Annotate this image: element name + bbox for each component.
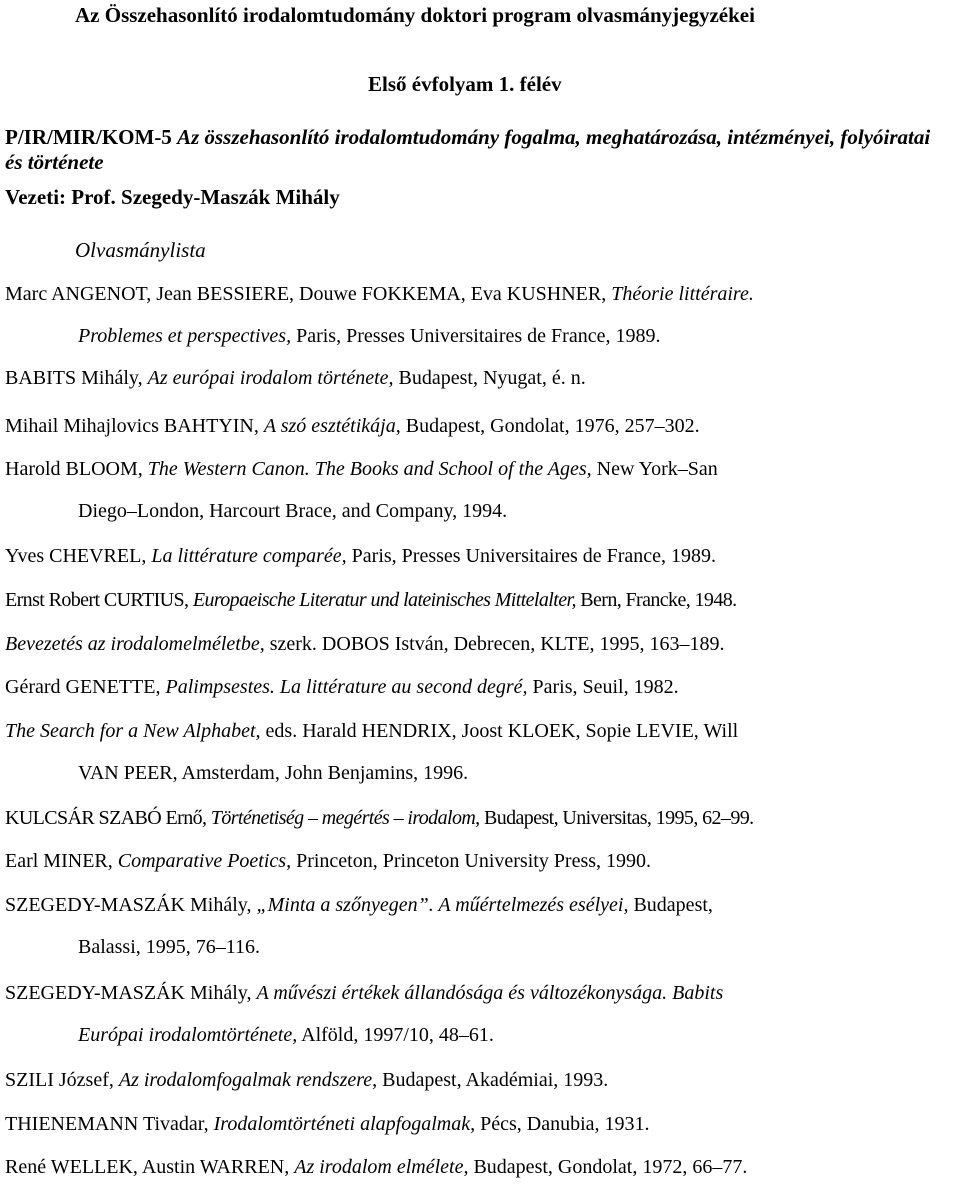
entry-title: Irodalomtörténeti alapfogalmak, — [213, 1113, 476, 1135]
reading-list-entry — [5, 1103, 955, 1145]
entry-publication: Paris, Presses Universitaires de France, 1989. — [346, 545, 717, 567]
entry-authors: SZEGEDY-MASZÁK Mihály, — [5, 894, 257, 916]
entry-authors: Ernst Robert CURTIUS, — [5, 589, 193, 611]
entry-authors: Marc ANGENOT, Jean BESSIERE, Douwe FOKKEMA, Eva KUSHNER, — [5, 283, 612, 305]
entry-publication: Budapest, Nyugat, é. n. — [393, 367, 586, 389]
reading-list-entry — [5, 405, 955, 447]
reading-list-entry — [5, 535, 955, 577]
entry-authors: Earl MINER, — [5, 850, 118, 872]
entry-authors: Gérard GENETTE, — [5, 676, 166, 698]
entry-authors: THIENEMANN Tivadar, — [5, 1113, 214, 1135]
entry-title: La littérature comparée, — [151, 545, 347, 567]
entry-title: A szó esztétikája, — [263, 415, 401, 437]
entry-title-continued: Problemes et perspectives, — [78, 325, 292, 347]
entry-publication: Budapest, — [628, 894, 713, 916]
entry-title: A művészi értékek állandósága és változékonysága. Babits — [256, 982, 724, 1004]
entry-publication: Budapest, Gondolat, 1976, 257–302. — [400, 415, 700, 437]
reading-list-entry — [5, 710, 955, 794]
reading-list-entry — [5, 884, 955, 968]
entry-publication: Paris, Presses Universitaires de France, 1989. — [291, 325, 661, 347]
entry-authors: Mihail Mihajlovics BAHTYIN, — [5, 415, 264, 437]
reading-list-entry — [5, 1146, 955, 1188]
entry-title: „Minta a szőnyegen”. A műértelmezés esélyei, — [256, 894, 629, 916]
entry-title: The Search for a New Alphabet, — [5, 720, 261, 742]
course-heading — [5, 125, 935, 175]
course-leader: Vezeti: Prof. Szegedy-Maszák Mihály — [5, 185, 340, 209]
entry-title: Történetiség – megértés – irodalom, — [210, 807, 480, 829]
entry-title: The Western Canon. The Books and School of the Ages, — [147, 458, 592, 480]
reading-list-entry — [5, 972, 955, 1056]
entry-authors: René WELLEK, Austin WARREN, — [5, 1156, 295, 1178]
entry-authors: Harold BLOOM, — [5, 458, 148, 480]
entry-title: Europaeische Literatur und lateinisches Mittelalter, — [192, 589, 576, 611]
entry-publication: szerk. DOBOS István, Debrecen, KLTE, 1995, 163–189. — [264, 633, 725, 655]
entry-publication: New York–San — [591, 458, 718, 480]
entry-title: Az európai irodalom története, — [147, 367, 394, 389]
reading-list-entry — [5, 357, 955, 399]
entry-title: Bevezetés az irodalomelméletbe, — [5, 633, 265, 655]
entry-authors: KULCSÁR SZABÓ Ernő, — [5, 807, 211, 829]
entry-editors: eds. Harald HENDRIX, Joost KLOEK, Sopie LEVIE, Will — [260, 720, 739, 742]
entry-authors: SZEGEDY-MASZÁK Mihály, — [5, 982, 257, 1004]
entry-publication: Alföld, 1997/10, 48–61. — [297, 1024, 494, 1046]
reading-list-entry — [5, 797, 955, 839]
course-code: P/IR/MIR/KOM-5 — [5, 125, 172, 149]
entry-publication: Paris, Seuil, 1982. — [527, 676, 679, 698]
entry-authors: SZILI József, — [5, 1069, 119, 1091]
year-semester: Első évfolyam 1. félév — [368, 72, 562, 96]
reading-list-heading: Olvasmánylista — [75, 238, 206, 262]
course-title: Az összehasonlító irodalomtudomány fogalma, meghatározása, intézményei, folyóiratai és története — [5, 125, 931, 174]
entry-publication: Budapest, Gondolat, 1972, 66–77. — [468, 1156, 748, 1178]
document-title: Az Összehasonlító irodalomtudomány doktori program olvasmányjegyzékei — [75, 3, 755, 27]
entry-authors: BABITS Mihály, — [5, 367, 148, 389]
entry-authors: Yves CHEVREL, — [5, 545, 152, 567]
entry-title: Az irodalom elmélete, — [294, 1156, 469, 1178]
reading-list-entry — [5, 273, 955, 357]
reading-list-entry — [5, 448, 955, 532]
reading-list-entry — [5, 623, 955, 665]
reading-list-entry — [5, 579, 955, 621]
entry-title: Théorie littéraire. — [611, 283, 754, 305]
entry-publication-continued: VAN PEER, Amsterdam, John Benjamins, 1996. — [78, 762, 469, 784]
entry-publication-continued: Diego–London, Harcourt Brace, and Company, 1994. — [78, 500, 508, 522]
entry-publication-continued: Balassi, 1995, 76–116. — [78, 936, 261, 958]
entry-publication: Budapest, Universitas, 1995, 62–99. — [479, 807, 754, 829]
reading-list-entry — [5, 840, 955, 882]
entry-publication: Bern, Francke, 1948. — [575, 589, 737, 611]
reading-list-entry — [5, 666, 955, 708]
entry-title: Comparative Poetics, — [117, 850, 292, 872]
entry-title: Palimpsestes. La littérature au second degré, — [165, 676, 528, 698]
entry-title-continued: Európai irodalomtörténete, — [78, 1024, 298, 1046]
entry-publication: Princeton, Princeton University Press, 1990. — [291, 850, 652, 872]
entry-title: Az irodalomfogalmak rendszere, — [118, 1069, 378, 1091]
entry-publication: Budapest, Akadémiai, 1993. — [377, 1069, 609, 1091]
reading-list-entry — [5, 1059, 955, 1101]
entry-publication: Pécs, Danubia, 1931. — [475, 1113, 650, 1135]
